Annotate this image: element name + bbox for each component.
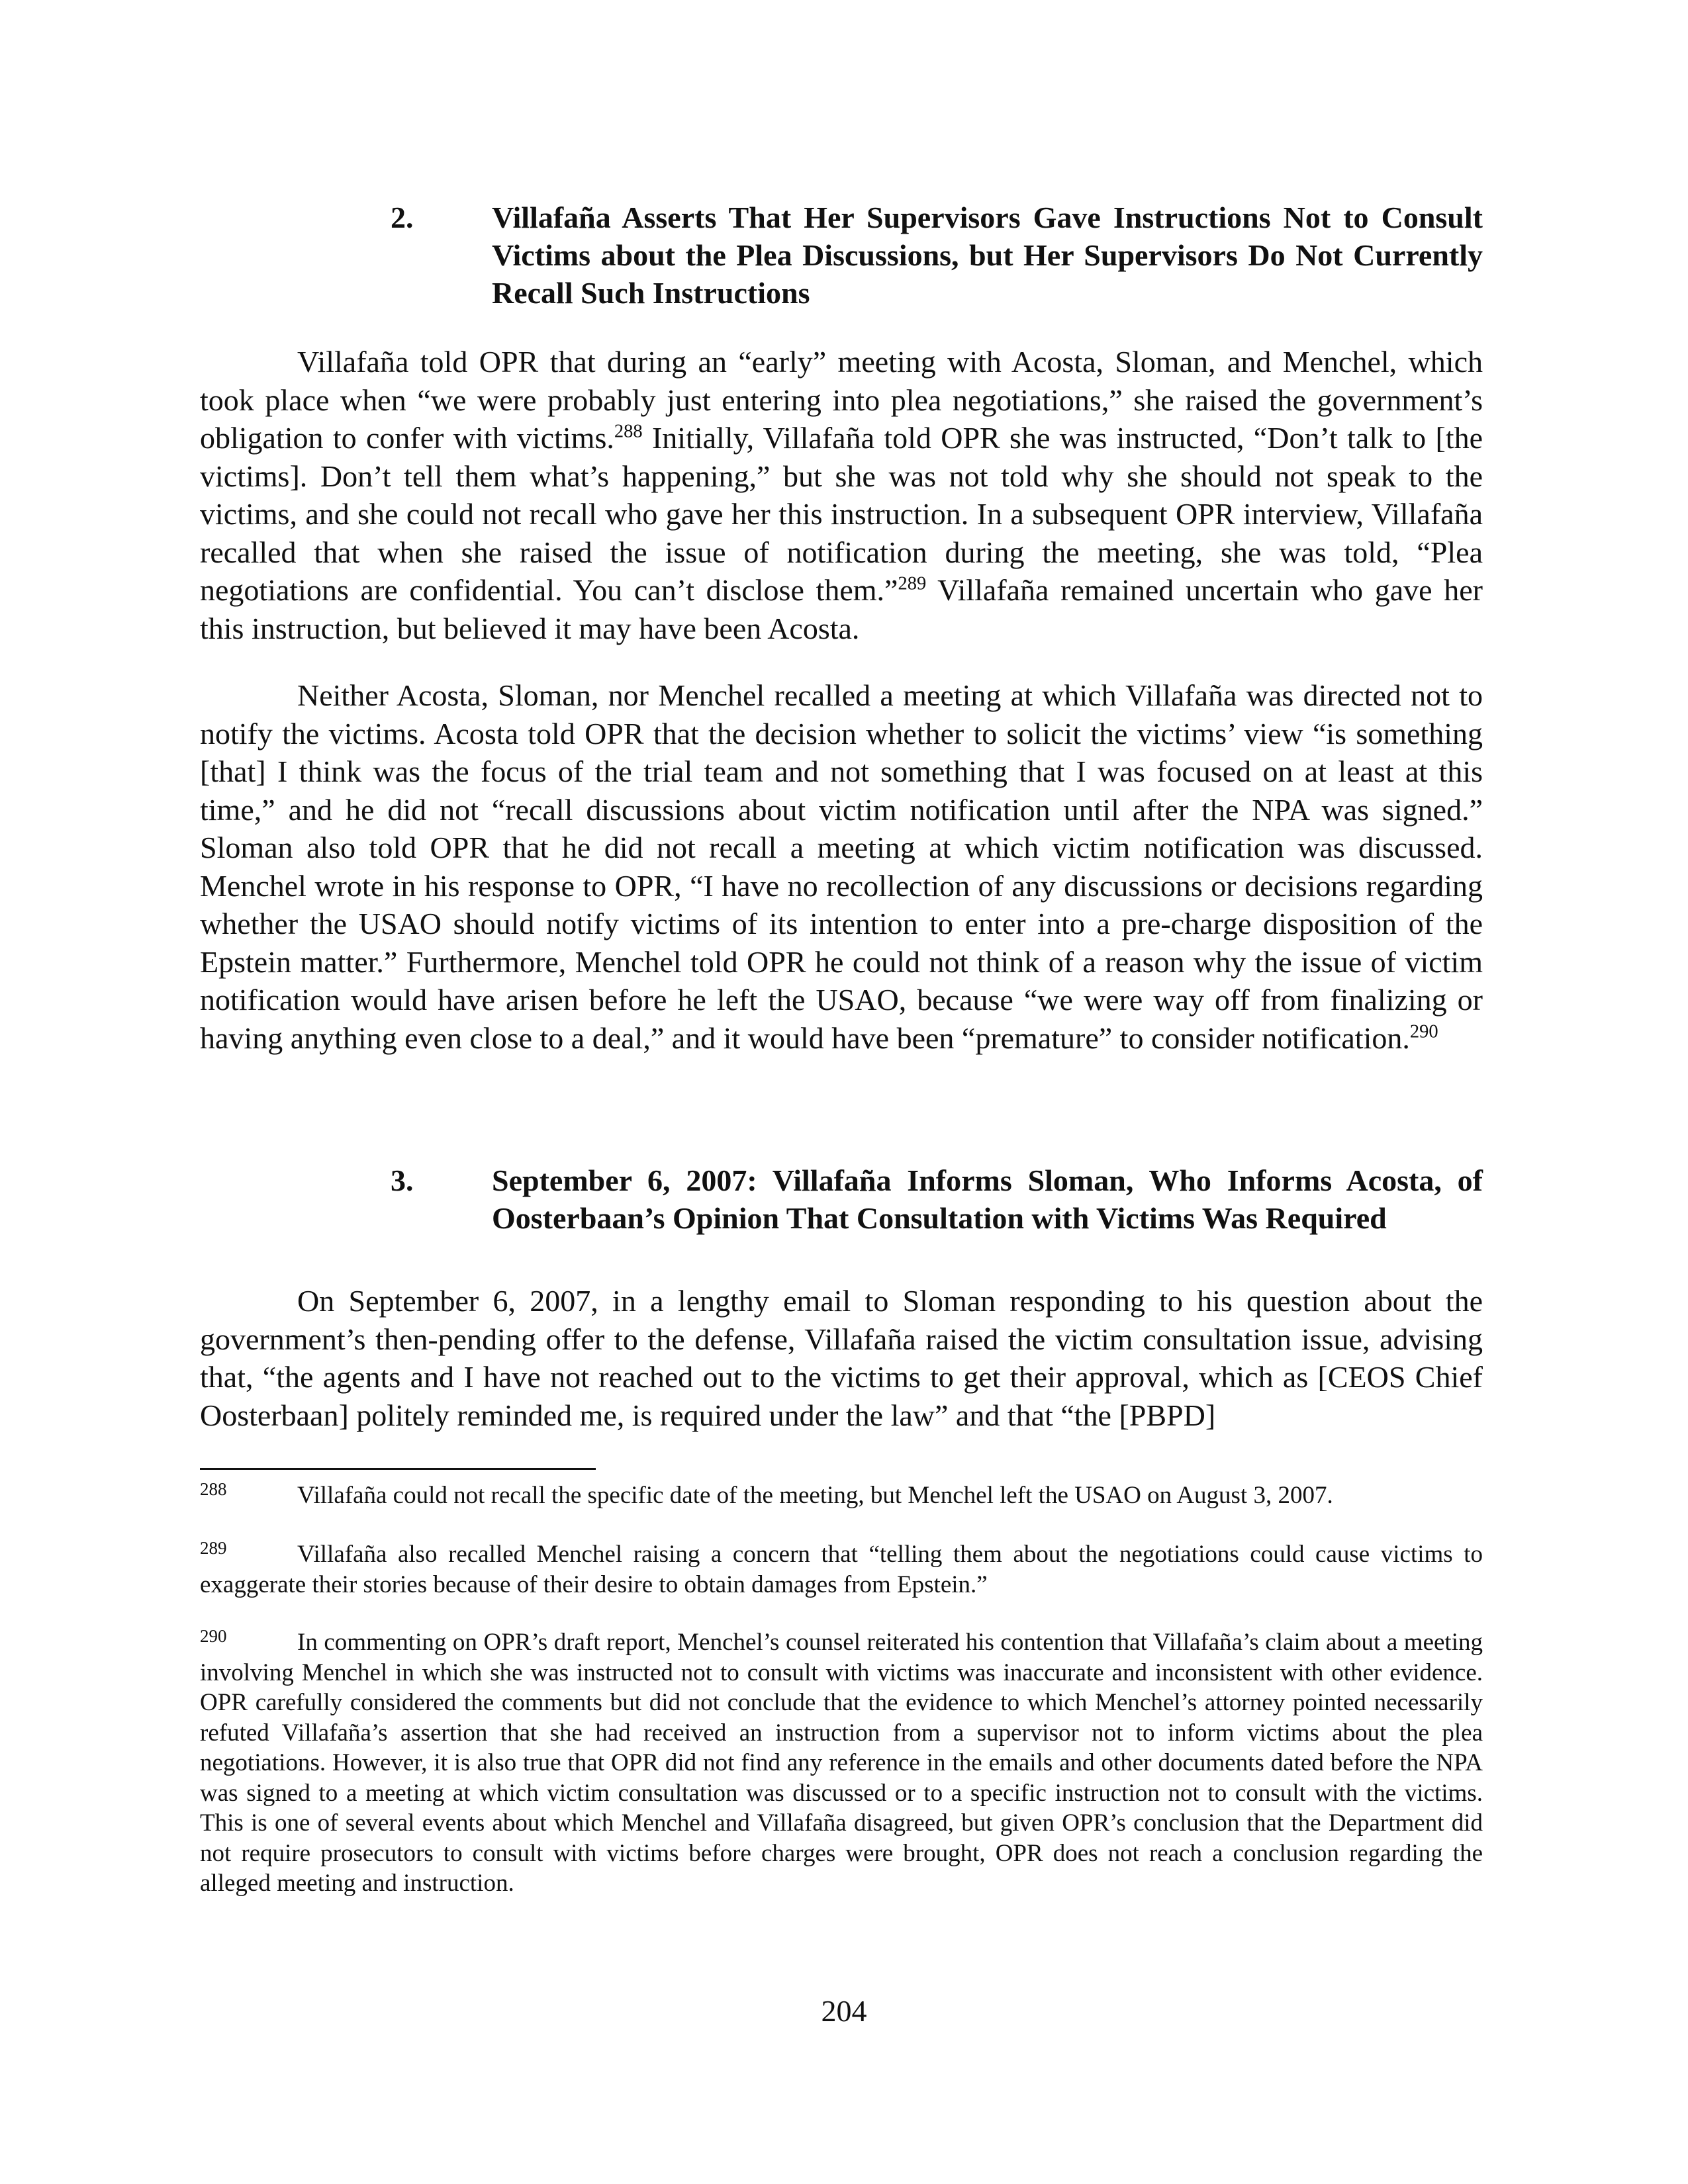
paragraph-text: Neither Acosta, Sloman, nor Menchel recalled a meeting at which Villafaña was directed not to notify the victims. Acosta told OPR that the decision whether to solicit the victims’ view “is something [that] I think was the focus of the trial team and not something that I was focused on at least at this time,” and he did not “recall discussions about victim notification until after the NPA was signed.” Sloman also told OPR that he did not recall a meeting at which victim notification was discussed. Menchel wrote in his response to OPR, “I have no recollection of any discussions or decisions regarding whether the USAO should notify victims of its intention to enter into a pre-charge disposition of the Epstein matter.” Furthermore, Menchel told OPR he could not think of a reason why the issue of victim notification would have arisen before he left the USAO, because “we were way off from finalizing or having anything even close to a deal,” and it would have been “premature” to consider notification. <box>200 678 1483 1055</box>
footnote-ref: 289 <box>898 573 927 594</box>
paragraph-text: Villafaña remained uncertain who gave her this instruction, but believed it may have been Acosta. <box>200 573 1483 645</box>
paragraph-text: Villafaña told OPR that during an “early” meeting with Acosta, Sloman, and Menchel, which took place when “we were probably just entering into plea negotiations,” she raised the government’s obligation to confer with victims. <box>200 345 1483 455</box>
section-heading-2 <box>391 199 1483 312</box>
footnote-ref: 288 <box>614 421 643 442</box>
footnote: 290 In commenting on OPR’s draft report, Menchel’s counsel reiterated his contention that Villafaña’s claim about a meeting involving Menchel in which she was instructed not to consult with victims was inaccurate and inconsistent with other evidence. OPR carefully considered the comments but did not conclude that the evidence to which Menchel’s attorney pointed necessarily refuted Villafaña’s assertion that she had received an instruction from a supervisor not to inform victims about the plea negotiations. However, it is also true that OPR did not find any reference in the emails and other documents dated before the NPA was signed to a meeting at which victim consultation was discussed or to a specific instruction not to consult with the victims. This is one of several events about which Menchel and Villafaña disagreed, but given OPR’s conclusion that the Department did not require prosecutors to consult with victims before charges were brought, OPR does not reach a conclusion regarding the alleged meeting and instruction. <box>200 1626 1483 1897</box>
footnote-text: Villafaña also recalled Menchel raising a concern that “telling them about the negotiations could cause victims to exaggerate their stories because of their desire to obtain damages from Epstein.” <box>200 1541 1483 1598</box>
heading-text: Villafaña Asserts That Her Supervisors Gave Instructions Not to Consult Victims about the Plea Discussions, but Her Supervisors Do Not Currently Recall Such Instructions <box>492 201 1483 310</box>
footnote-text: In commenting on OPR’s draft report, Menchel’s counsel reiterated his contention that Villafaña’s claim about a meeting involving Menchel in which she was instructed not to consult with victims was inaccurate and inconsistent with other evidence. OPR carefully considered the comments but did not conclude that the evidence to which Menchel’s attorney pointed necessarily refuted Villafaña’s assertion that she had received an instruction from a supervisor not to inform victims about the plea negotiations. However, it is also true that OPR did not find any reference in the emails and other documents dated before the NPA was signed to a meeting at which victim consultation was discussed or to a specific instruction not to consult with the victims. This is one of several events about which Menchel and Villafaña disagreed, but given OPR’s conclusion that the Department did not require prosecutors to consult with victims before charges were brought, OPR does not reach a conclusion regarding the alleged meeting and instruction. <box>200 1629 1483 1897</box>
page-number: 204 <box>821 1994 867 2028</box>
heading-number: 2. <box>391 201 414 234</box>
heading-number: 3. <box>391 1163 414 1197</box>
footnote-separator <box>200 1468 596 1470</box>
paragraph-text: Initially, Villafaña told OPR she was instructed, “Don’t talk to [the victims]. Don’t tell them what’s happening,” but she was not told why she should not speak to the victims, and she could not recall who gave her this instruction. In a subsequent OPR interview, Villafaña recalled that when she raised the issue of notification during the meeting, she was told, “Plea negotiations are confidential. You can’t disclose them.” <box>200 421 1483 607</box>
paragraph <box>200 343 1483 647</box>
heading-text: September 6, 2007: Villafaña Informs Sloman, Who Informs Acosta, of Oosterbaan’s Opinion That Consultation with Victims Was Required <box>492 1163 1483 1235</box>
footnote: 289 Villafaña also recalled Menchel raising a concern that “telling them about the negotiations could cause victims to exaggerate their stories because of their desire to obtain damages from Epstein.” <box>200 1538 1483 1598</box>
paragraph <box>200 676 1483 1057</box>
section-heading-3 <box>391 1161 1483 1237</box>
paragraph-text: On September 6, 2007, in a lengthy email to Sloman responding to his question about the government’s then-pending offer to the defense, Villafaña raised the victim consultation issue, advising that, “the agents and I have not reached out to the victims to get their approval, which as [CEOS Chief Oosterbaan] politely reminded me, is required under the law” and that “the [PBPD] <box>200 1284 1483 1432</box>
footnote-text: Villafaña could not recall the specific date of the meeting, but Menchel left the USAO on August 3, 2007. <box>297 1482 1333 1509</box>
paragraph <box>200 1282 1483 1434</box>
footnote-ref: 290 <box>1409 1021 1438 1042</box>
footnote: 288 Villafaña could not recall the specific date of the meeting, but Menchel left the USAO on August 3, 2007. <box>200 1479 1333 1509</box>
